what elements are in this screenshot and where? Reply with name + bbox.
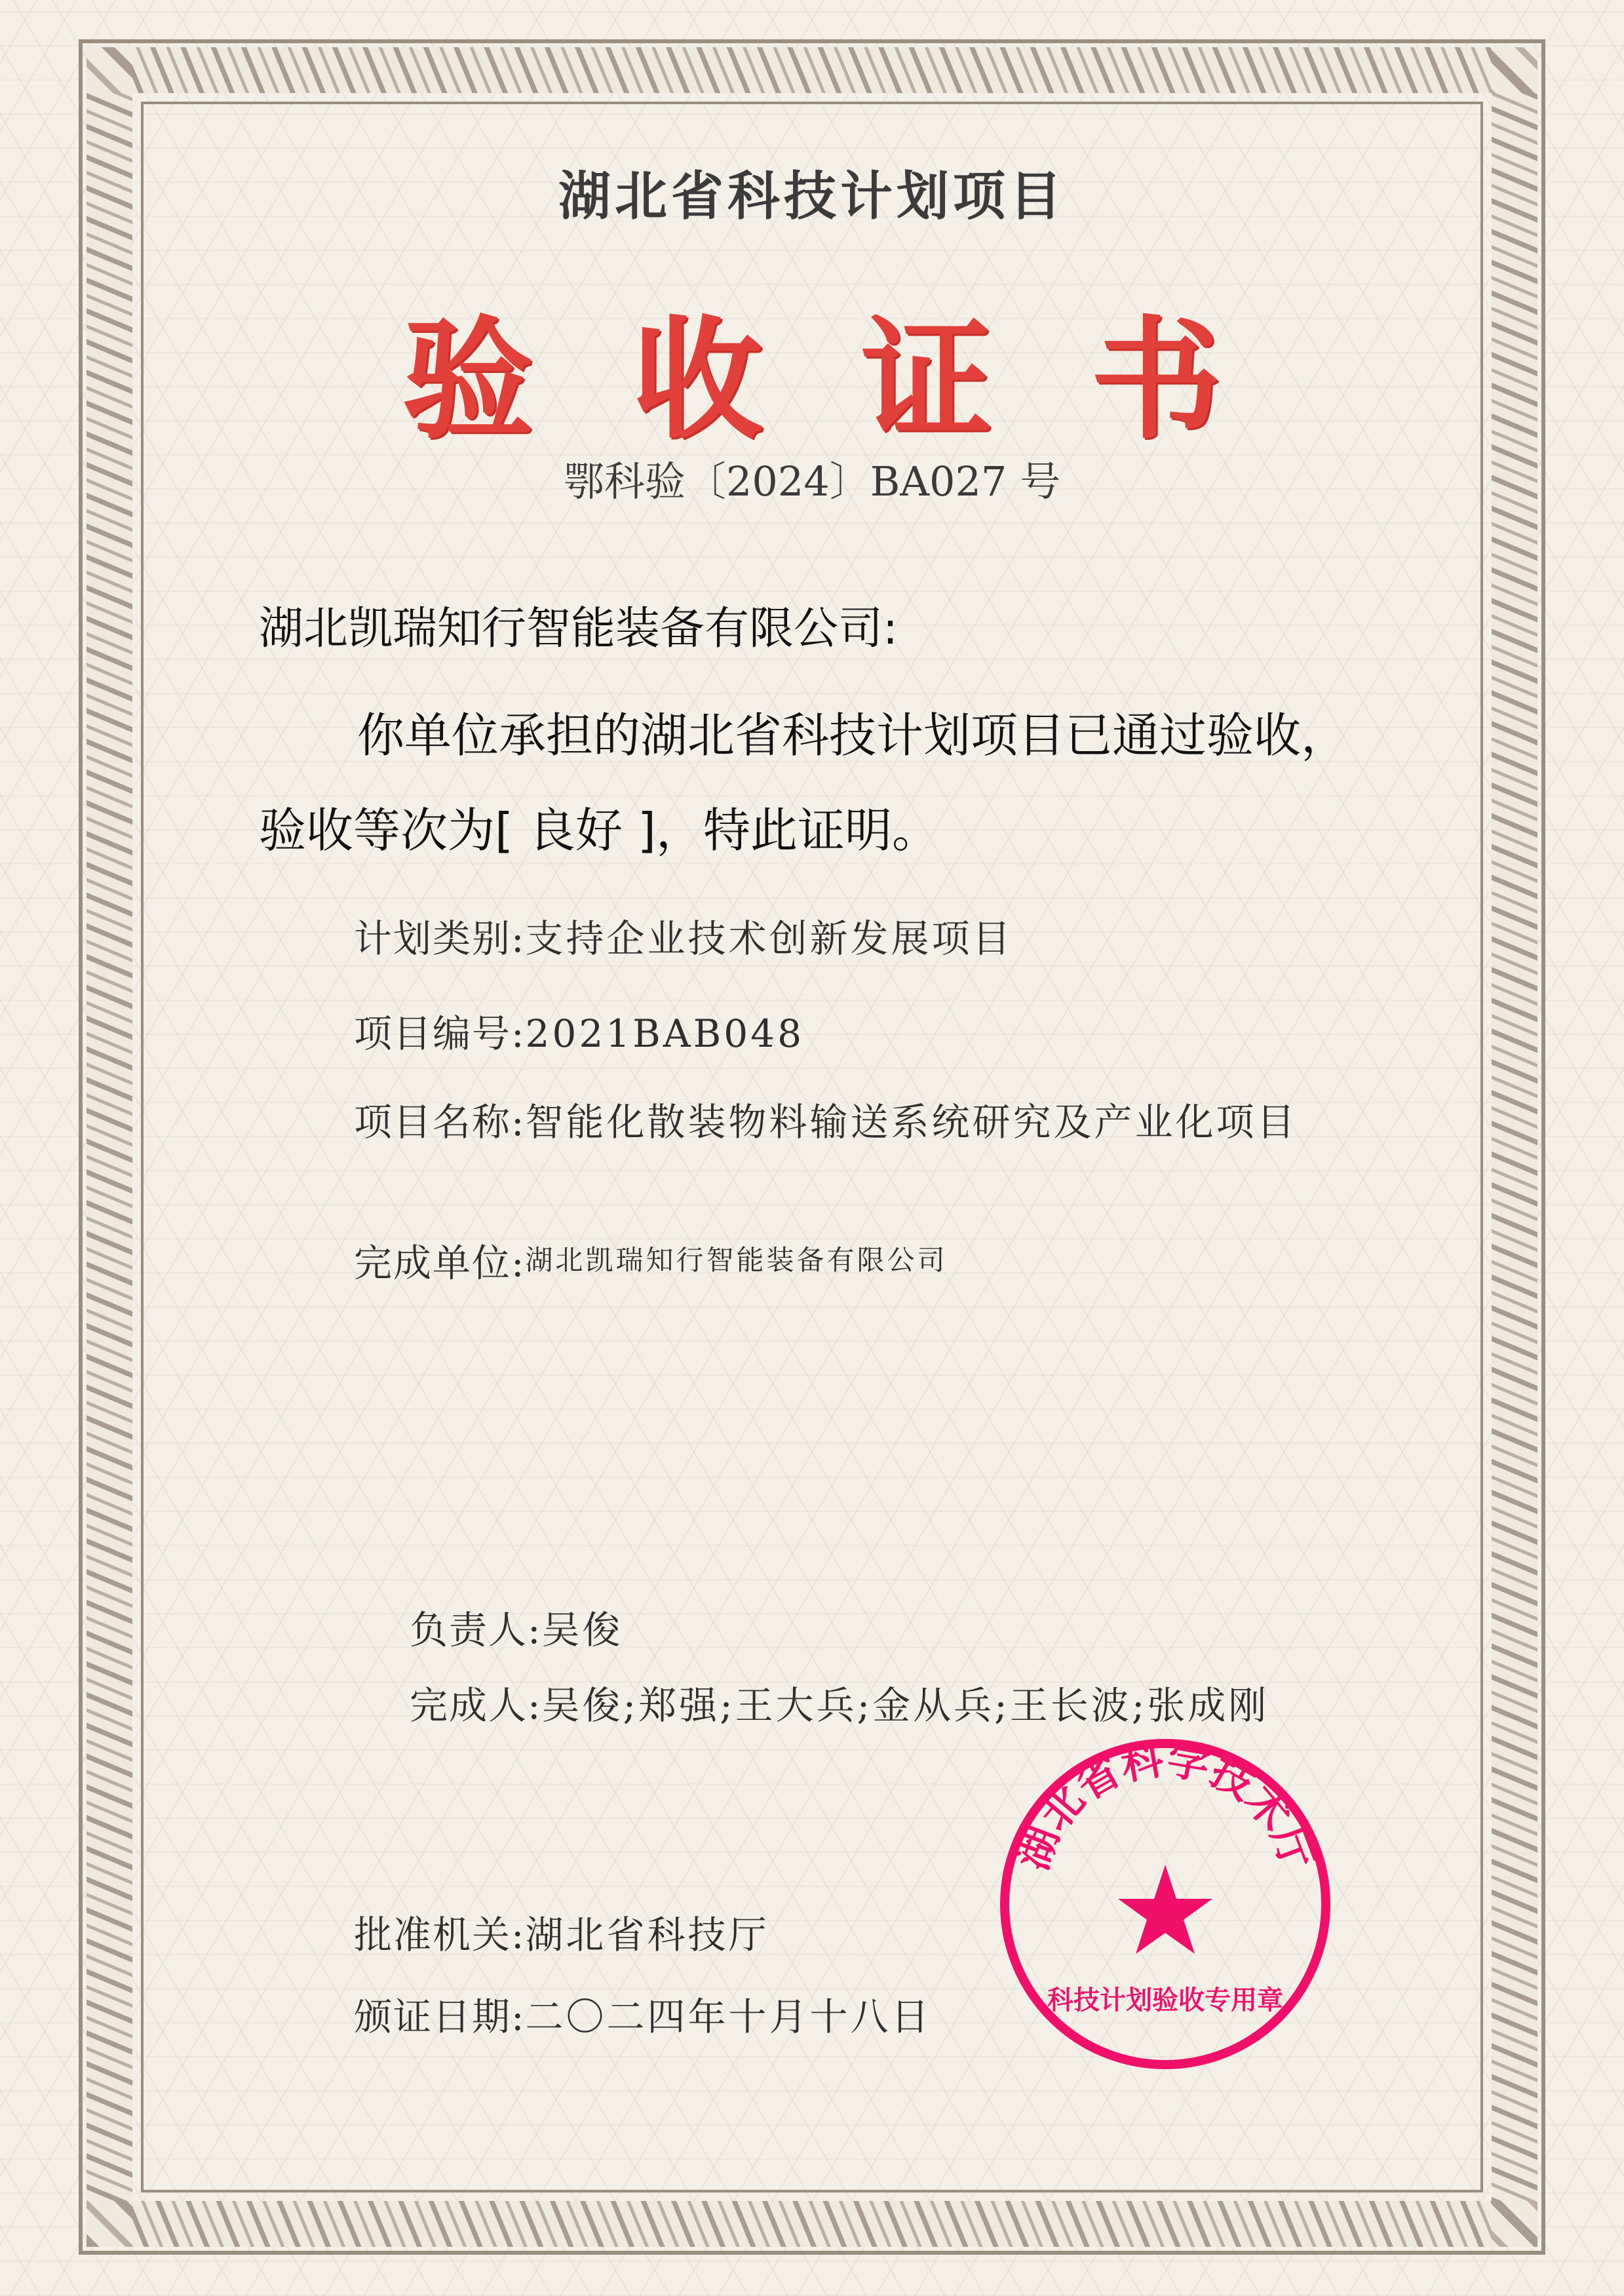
field-value: 湖北凯瑞知行智能装备有限公司 bbox=[525, 1244, 948, 1276]
field-value: 吴俊 bbox=[541, 1608, 623, 1652]
field-plan-category bbox=[354, 908, 1013, 963]
field-value: 湖北省科技厅 bbox=[525, 1913, 769, 1957]
star-icon bbox=[1118, 1865, 1212, 1954]
field-value: 吴俊;郑强;王大兵;金从兵;王长波;张成刚 bbox=[541, 1683, 1269, 1728]
body-line-1: 你单位承担的湖北省科技计划项目已通过验收， bbox=[357, 708, 1349, 763]
field-label: 计划类别: bbox=[354, 916, 526, 961]
field-value: 支持企业技术创新发展项目 bbox=[525, 916, 1013, 961]
field-project-code bbox=[354, 1003, 804, 1058]
field-label: 负责人: bbox=[410, 1608, 542, 1652]
body-line-2: 验收等次为[ 良好 ]，特此证明。 bbox=[259, 803, 939, 858]
field-person-in-charge bbox=[410, 1599, 623, 1654]
field-value: 智能化散装物料输送系统研究及产业化项目 bbox=[525, 1100, 1298, 1144]
field-label: 项目编号: bbox=[354, 1011, 526, 1056]
field-issue-date bbox=[354, 1986, 932, 2041]
seal-inner-text: 科技计划验收专用章 bbox=[1047, 1985, 1283, 2015]
field-value: 二〇二四年十月十八日 bbox=[525, 1994, 932, 2039]
field-project-name bbox=[354, 1091, 1298, 1146]
field-label: 完成单位: bbox=[354, 1241, 526, 1285]
field-label: 项目名称: bbox=[354, 1100, 526, 1144]
certificate-title: 验收证书 bbox=[402, 303, 1320, 457]
field-approving-authority bbox=[354, 1904, 769, 1959]
recipient: 湖北凯瑞知行智能装备有限公司: bbox=[259, 603, 898, 655]
field-label: 完成人: bbox=[410, 1683, 542, 1728]
field-completers bbox=[410, 1675, 1269, 1730]
certificate-number: 鄂科验〔2024〕BA027 号 bbox=[563, 457, 1061, 505]
official-seal bbox=[995, 1734, 1336, 2074]
program-title: 湖北省科技计划项目 bbox=[558, 166, 1066, 227]
seal-outer-text: 湖北省科学技术厅 bbox=[1008, 1734, 1323, 1877]
field-label: 颁证日期: bbox=[354, 1994, 526, 2039]
certificate-body bbox=[259, 688, 1439, 878]
field-value: 2021BAB048 bbox=[525, 1011, 804, 1056]
field-label: 批准机关: bbox=[354, 1913, 526, 1957]
field-completing-unit bbox=[354, 1232, 948, 1287]
